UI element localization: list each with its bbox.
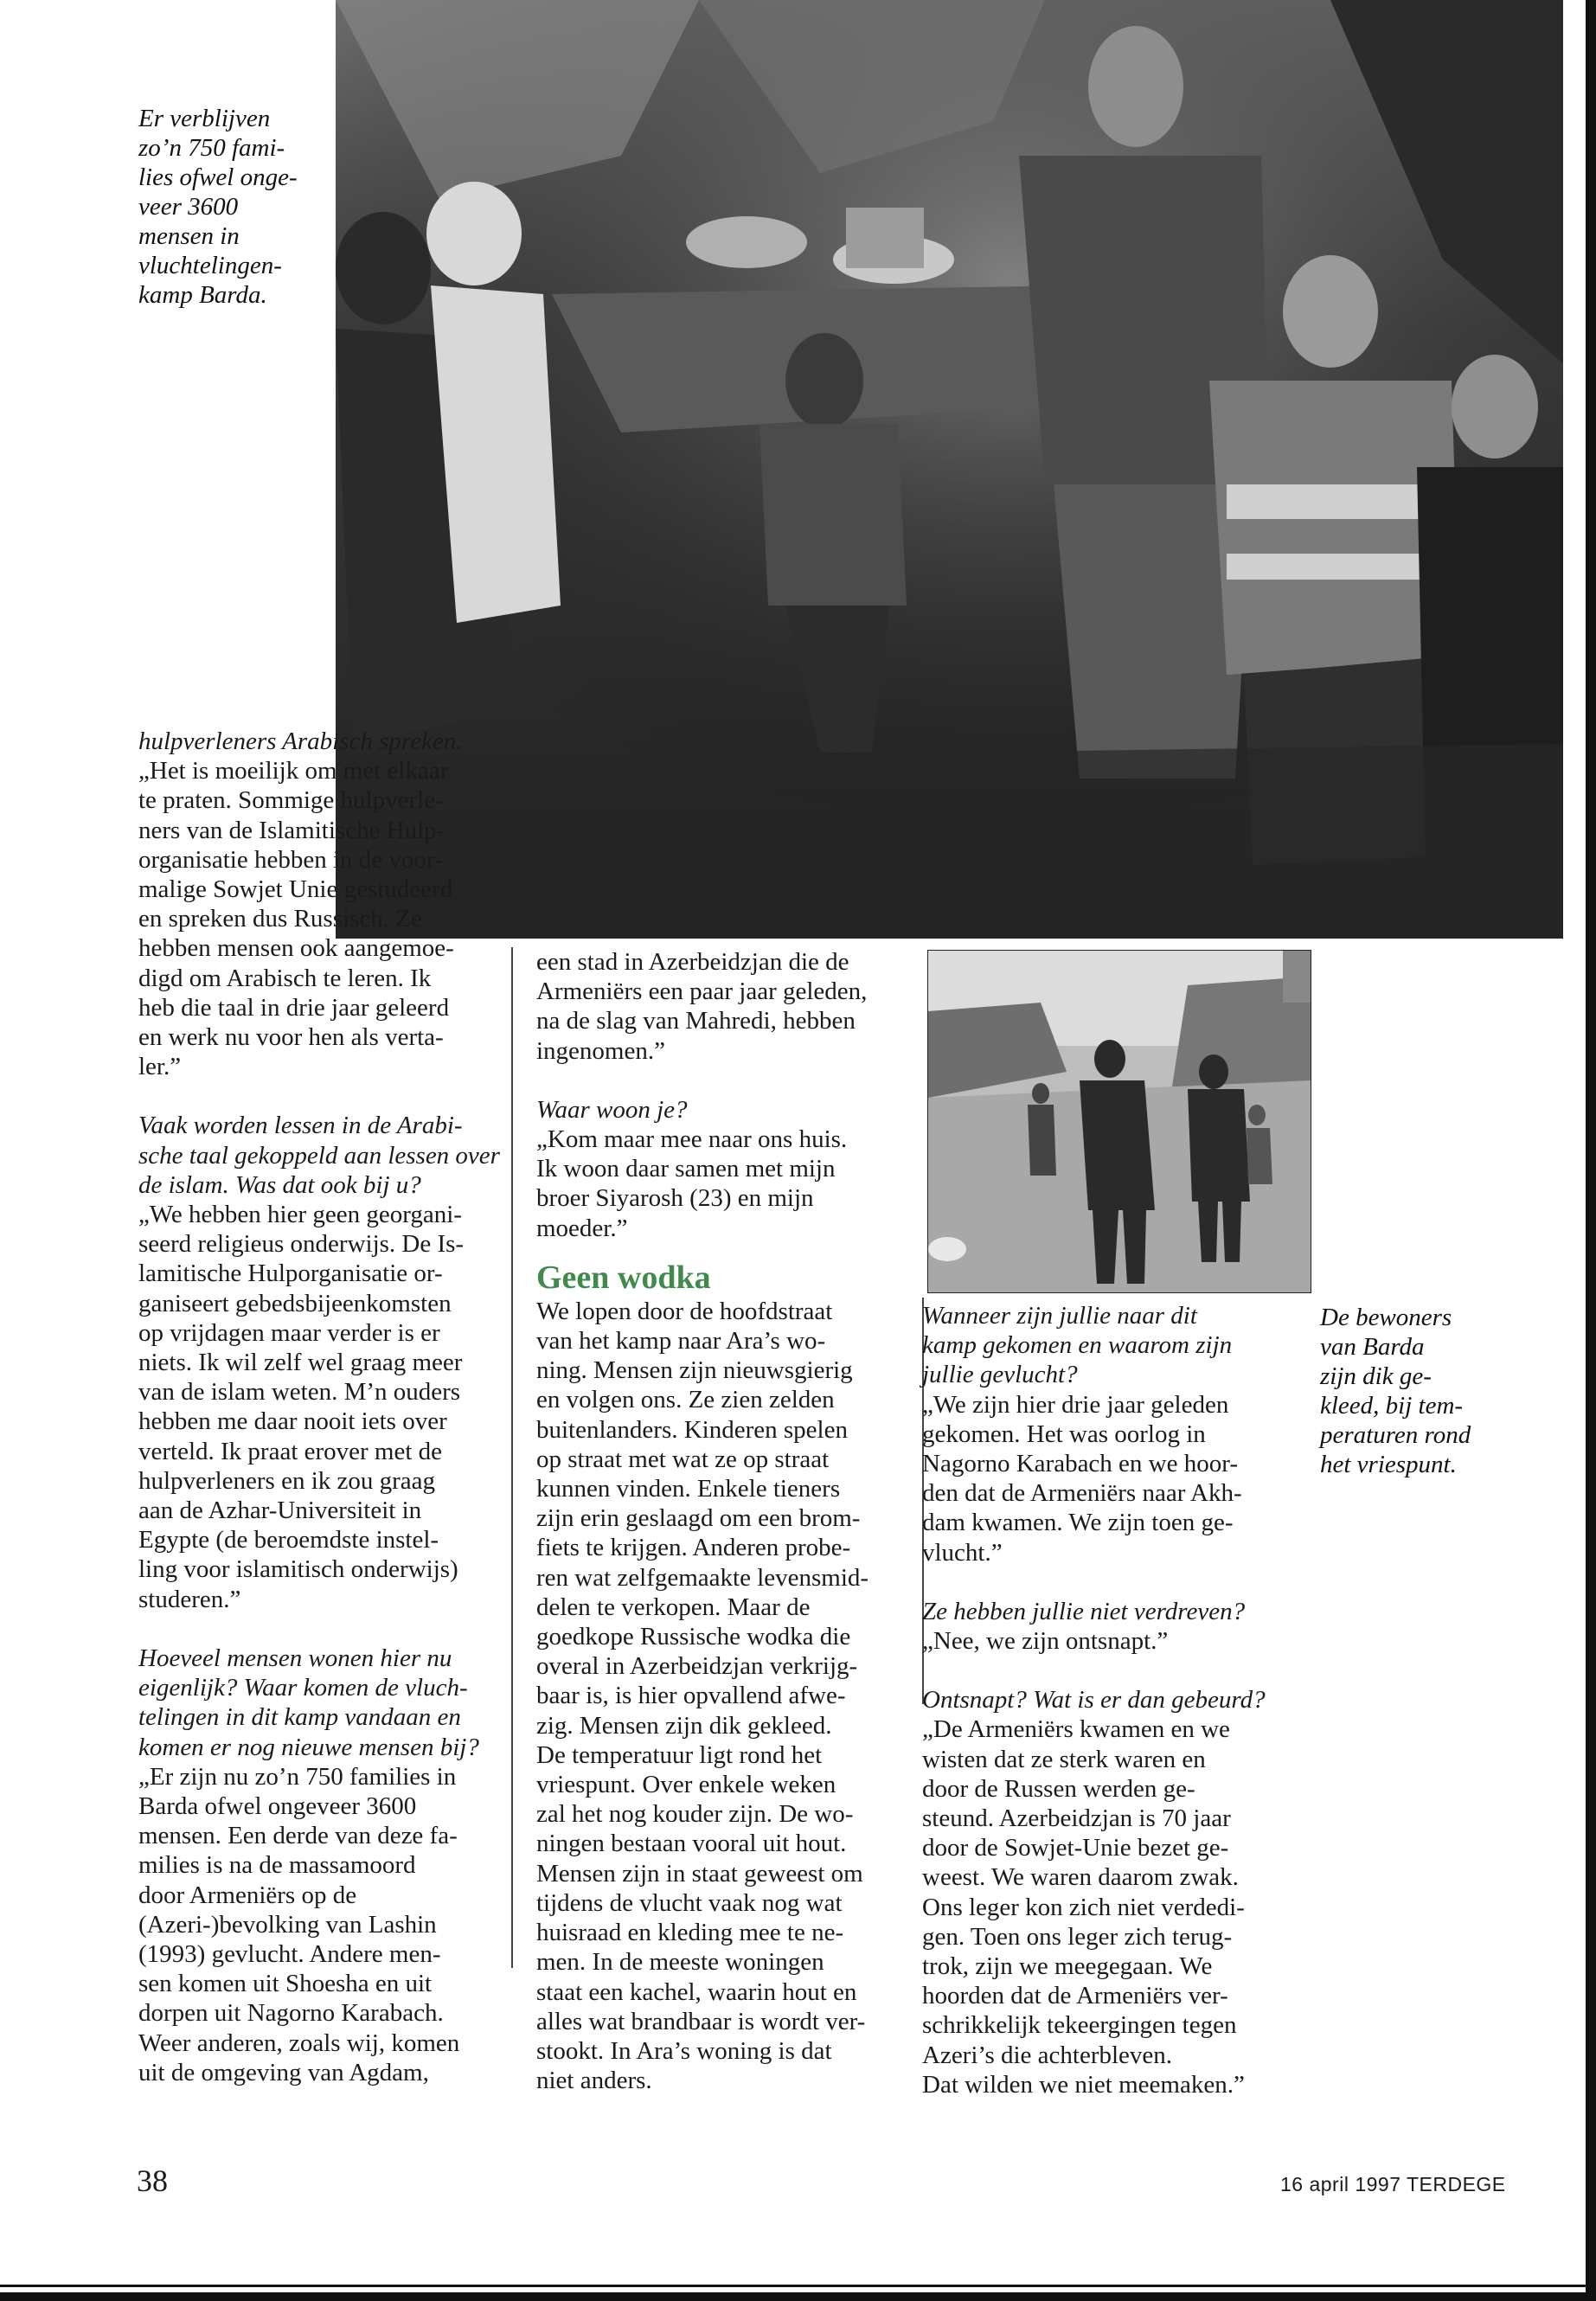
text-line: „We zijn hier drie jaar geleden [922, 1390, 1229, 1419]
text-line: dorpen uit Nagorno Karabach. [138, 1999, 444, 2028]
text-line: Barda ofwel ongeveer 3600 [138, 1791, 417, 1820]
text-line: tijdens de vlucht vaak nog wat [536, 1888, 843, 1917]
text-line: buitenlanders. Kinderen spelen [536, 1415, 848, 1444]
paragraph [536, 1125, 917, 1243]
caption-line: veer 3600 [138, 193, 239, 221]
text-line: den dat de Armeniërs naar Akh- [922, 1479, 1242, 1508]
paragraph [536, 1297, 917, 2095]
column-divider-left [511, 947, 513, 1968]
photo-caption-top-left [138, 104, 337, 310]
text-line: schrikkelijk tekeergingen tegen [922, 2011, 1237, 2040]
text-line: op vrijdagen maar verder is er [138, 1318, 440, 1347]
text-line: „Kom maar mee naar ons huis. [536, 1125, 848, 1154]
text-line: komen er nog nieuwe mensen bij? [138, 1733, 479, 1761]
text-line: Mensen zijn in staat geweest om [536, 1859, 863, 1888]
text-line: stookt. In Ara’s woning is dat [536, 2036, 832, 2065]
text-line: Hoeveel mensen wonen hier nu [138, 1644, 452, 1672]
column-left-overlap-text [138, 727, 519, 933]
interview-question [922, 1685, 1303, 1715]
text-line: broer Siyarosh (23) en mijn [536, 1184, 814, 1213]
text-line: digd om Arabisch te leren. Ik [138, 964, 432, 992]
text-line: men. In de meeste woningen [536, 1948, 824, 1977]
text-line: huisraad en kleding mee te ne- [536, 1919, 844, 1947]
text-line: ler.” [138, 1053, 182, 1081]
caption-line: De bewoners [1320, 1304, 1452, 1331]
text-line: trok, zijn we meegegaan. We [922, 1952, 1213, 1981]
text-line: zig. Mensen zijn dik gekleed. [536, 1711, 832, 1740]
text-line: alles wat brandbaar is wordt ver- [536, 2007, 866, 2035]
text-line: niets. Ik wil zelf wel graag meer [138, 1349, 463, 1377]
text-line: De temperatuur ligt rond het [536, 1740, 823, 1769]
text-line: kamp gekomen en waarom zijn [922, 1331, 1233, 1360]
text-line: malige Sowjet Unie gestudeerd [138, 875, 453, 904]
text-line: „Het is moeilijk om met elkaar [138, 757, 449, 785]
page-number: 38 [137, 2163, 168, 2198]
text-line: telingen in dit kamp vandaan en [138, 1703, 461, 1732]
article-column-left [138, 727, 519, 2087]
interview-question [922, 1301, 1303, 1390]
caption-line: vluchtelingen- [138, 252, 282, 279]
caption-line: kamp Barda. [138, 281, 267, 309]
paragraph [138, 933, 519, 1081]
paragraph [922, 1715, 1303, 2099]
text-line: ingenomen.” [536, 1036, 665, 1065]
text-line: Ons leger kon zich niet verdedi- [922, 1893, 1245, 1921]
text-line: gen. Toen ons leger zich terug- [922, 1922, 1233, 1951]
text-line: „De Armeniërs kwamen en we [922, 1715, 1230, 1744]
interview-question [922, 1597, 1303, 1626]
text-line: Vaak worden lessen in de Arabi- [138, 1112, 463, 1140]
text-line: gekomen. Het was oorlog in [922, 1420, 1206, 1448]
publication-footer: 16 april 1997 TERDEGE [1280, 2173, 1506, 2195]
text-line: na de slag van Mahredi, hebben [536, 1007, 856, 1035]
caption-line: zijn dik ge- [1320, 1362, 1432, 1390]
text-line: door de Sowjet-Unie bezet ge- [922, 1834, 1229, 1862]
text-line: sen komen uit Shoesha en uit [138, 1970, 433, 1998]
caption-line: mensen in [138, 222, 240, 250]
text-line: Waar woon je? [536, 1095, 688, 1124]
text-line: van de islam weten. M’n ouders [138, 1378, 461, 1407]
text-line: ling voor islamitisch onderwijs) [138, 1555, 458, 1584]
paragraph [922, 1626, 1303, 1656]
scan-edge-rule [0, 2285, 1596, 2287]
article-column-middle [536, 947, 917, 2095]
text-line: overal in Azerbeidzjan verkrijg- [536, 1652, 858, 1681]
text-line: een stad in Azerbeidzjan die de [536, 948, 849, 976]
text-line: „Er zijn nu zo’n 750 families in [138, 1762, 457, 1791]
text-line: hulpverleners en ik zou graag [138, 1466, 436, 1495]
text-line: Nagorno Karabach en we hoor- [922, 1450, 1238, 1478]
text-line: eigenlijk? Waar komen de vluch- [138, 1674, 468, 1702]
text-line: mensen. Een derde van deze fa- [138, 1822, 458, 1850]
text-line: Armeniërs een paar jaar geleden, [536, 977, 868, 1006]
text-line: sche taal gekoppeld aan lessen over [138, 1141, 500, 1170]
text-line: steund. Azerbeidzjan is 70 jaar [922, 1804, 1231, 1833]
scan-edge-bottom [0, 2292, 1596, 2301]
text-line: (Azeri-)bevolking van Lashin [138, 1910, 437, 1939]
small-photo [927, 950, 1311, 1293]
text-line: Azeri’s die achterbleven. [922, 2041, 1173, 2069]
section-heading: Geen wodka [536, 1259, 711, 1296]
text-line: niet anders. [536, 2067, 652, 2095]
text-line: (1993) gevlucht. Andere men- [138, 1939, 441, 1968]
text-line: van het kamp naar Ara’s wo- [536, 1327, 826, 1356]
text-line: en spreken dus Russisch. Ze [138, 905, 422, 933]
text-line: Dat wilden we niet meemaken.” [922, 2070, 1245, 2099]
caption-line: Er verblijven [138, 105, 271, 132]
text-line: kunnen vinden. Enkele tieners [536, 1475, 841, 1503]
text-line: lamitische Hulporganisatie or- [138, 1259, 443, 1288]
text-line: vriespunt. Over enkele weken [536, 1771, 836, 1799]
text-line: Ik woon daar samen met mijn [536, 1155, 836, 1183]
text-line: Weer anderen, zoals wij, komen [138, 2029, 460, 2057]
text-line: door Armeniërs op de [138, 1881, 357, 1909]
text-line: hulpverleners Arabisch spreken. [138, 727, 463, 755]
text-line: fiets te krijgen. Anderen probe- [536, 1534, 851, 1562]
text-line: seerd religieus onderwijs. De Is- [138, 1230, 465, 1259]
text-line: ren wat zelfgemaakte levensmid- [536, 1563, 869, 1592]
text-line: te praten. Sommige hulpverle- [138, 786, 444, 815]
caption-line: kleed, bij tem- [1320, 1392, 1464, 1420]
text-line: op straat met wat ze op straat [536, 1445, 830, 1473]
caption-line: lies ofwel onge- [138, 163, 298, 191]
text-line: vlucht.” [922, 1538, 1003, 1567]
text-line: wisten dat ze sterk waren en [922, 1745, 1206, 1773]
text-line: We lopen door de hoofdstraat [536, 1297, 833, 1325]
text-line: hoorden dat de Armeniërs ver- [922, 1982, 1228, 2010]
text-line: hebben me daar nooit iets over [138, 1407, 447, 1436]
text-line: weest. We waren daarom zwak. [922, 1863, 1239, 1892]
interview-question [138, 1111, 519, 1200]
main-photo [336, 0, 1563, 939]
text-line: „Nee, we zijn ontsnapt.” [922, 1627, 1169, 1656]
article-column-right [922, 1301, 1303, 2099]
text-line: zal het nog kouder zijn. De wo- [536, 1800, 854, 1829]
text-line: uit de omgeving van Agdam, [138, 2058, 429, 2086]
text-line: ganiseert gebedsbijeenkomsten [138, 1289, 452, 1317]
text-line: delen te verkopen. Maar de [536, 1593, 811, 1621]
interview-question [138, 1644, 519, 1762]
interview-question [536, 1095, 917, 1125]
children-photo-image [336, 0, 1563, 939]
text-line: Ze hebben jullie niet verdreven? [922, 1597, 1246, 1625]
text-line: en volgen ons. Ze zien zelden [536, 1386, 835, 1414]
paragraph [922, 1390, 1303, 1567]
caption-line: van Barda [1320, 1333, 1425, 1361]
caption-line: zo’n 750 fami- [138, 134, 285, 162]
text-line: verteld. Ik praat erover met de [138, 1437, 443, 1465]
paragraph [138, 1762, 519, 2087]
text-line: dam kwamen. We zijn toen ge- [922, 1509, 1234, 1537]
text-line: ningen bestaan vooral uit hout. [536, 1830, 847, 1858]
text-line: milies is na de massamoord [138, 1851, 416, 1880]
text-line: zijn erin geslaagd om een brom- [536, 1504, 861, 1533]
text-line: de islam. Was dat ook bij u? [138, 1170, 421, 1199]
text-line: baar is, is hier opvallend afwe- [536, 1682, 846, 1710]
text-line: door de Russen werden ge- [922, 1774, 1195, 1803]
street-photo-image [928, 951, 1311, 1292]
text-line: goedkope Russische wodka die [536, 1623, 851, 1651]
text-line: ners van de Islamitische Hulp- [138, 816, 445, 844]
text-line: Wanneer zijn jullie naar dit [922, 1302, 1197, 1330]
text-line: Ontsnapt? Wat is er dan gebeurd? [922, 1686, 1266, 1715]
text-line: hebben mensen ook aangemoe- [138, 934, 454, 963]
caption-line: peraturen rond [1320, 1421, 1471, 1449]
text-line: aan de Azhar-Universiteit in [138, 1497, 422, 1525]
text-line: studeren.” [138, 1585, 241, 1613]
text-line: heb die taal in drie jaar geleerd [138, 993, 450, 1022]
text-line: jullie gevlucht? [922, 1361, 1078, 1389]
text-line: organisatie hebben in de voor- [138, 845, 443, 874]
text-line: ning. Mensen zijn nieuwsgierig [536, 1356, 853, 1385]
text-line: Egypte (de beroemdste instel- [138, 1526, 439, 1554]
photo-caption-right [1320, 1303, 1545, 1479]
text-line: moeder.” [536, 1214, 628, 1242]
text-line: staat een kachel, waarin hout en [536, 1977, 857, 2006]
scan-edge-right [1586, 0, 1596, 2301]
text-line: „We hebben hier geen georgani- [138, 1201, 462, 1229]
paragraph [138, 1200, 519, 1614]
text-line: en werk nu voor hen als verta- [138, 1023, 444, 1052]
caption-line: het vriespunt. [1320, 1451, 1457, 1478]
paragraph [536, 947, 917, 1066]
